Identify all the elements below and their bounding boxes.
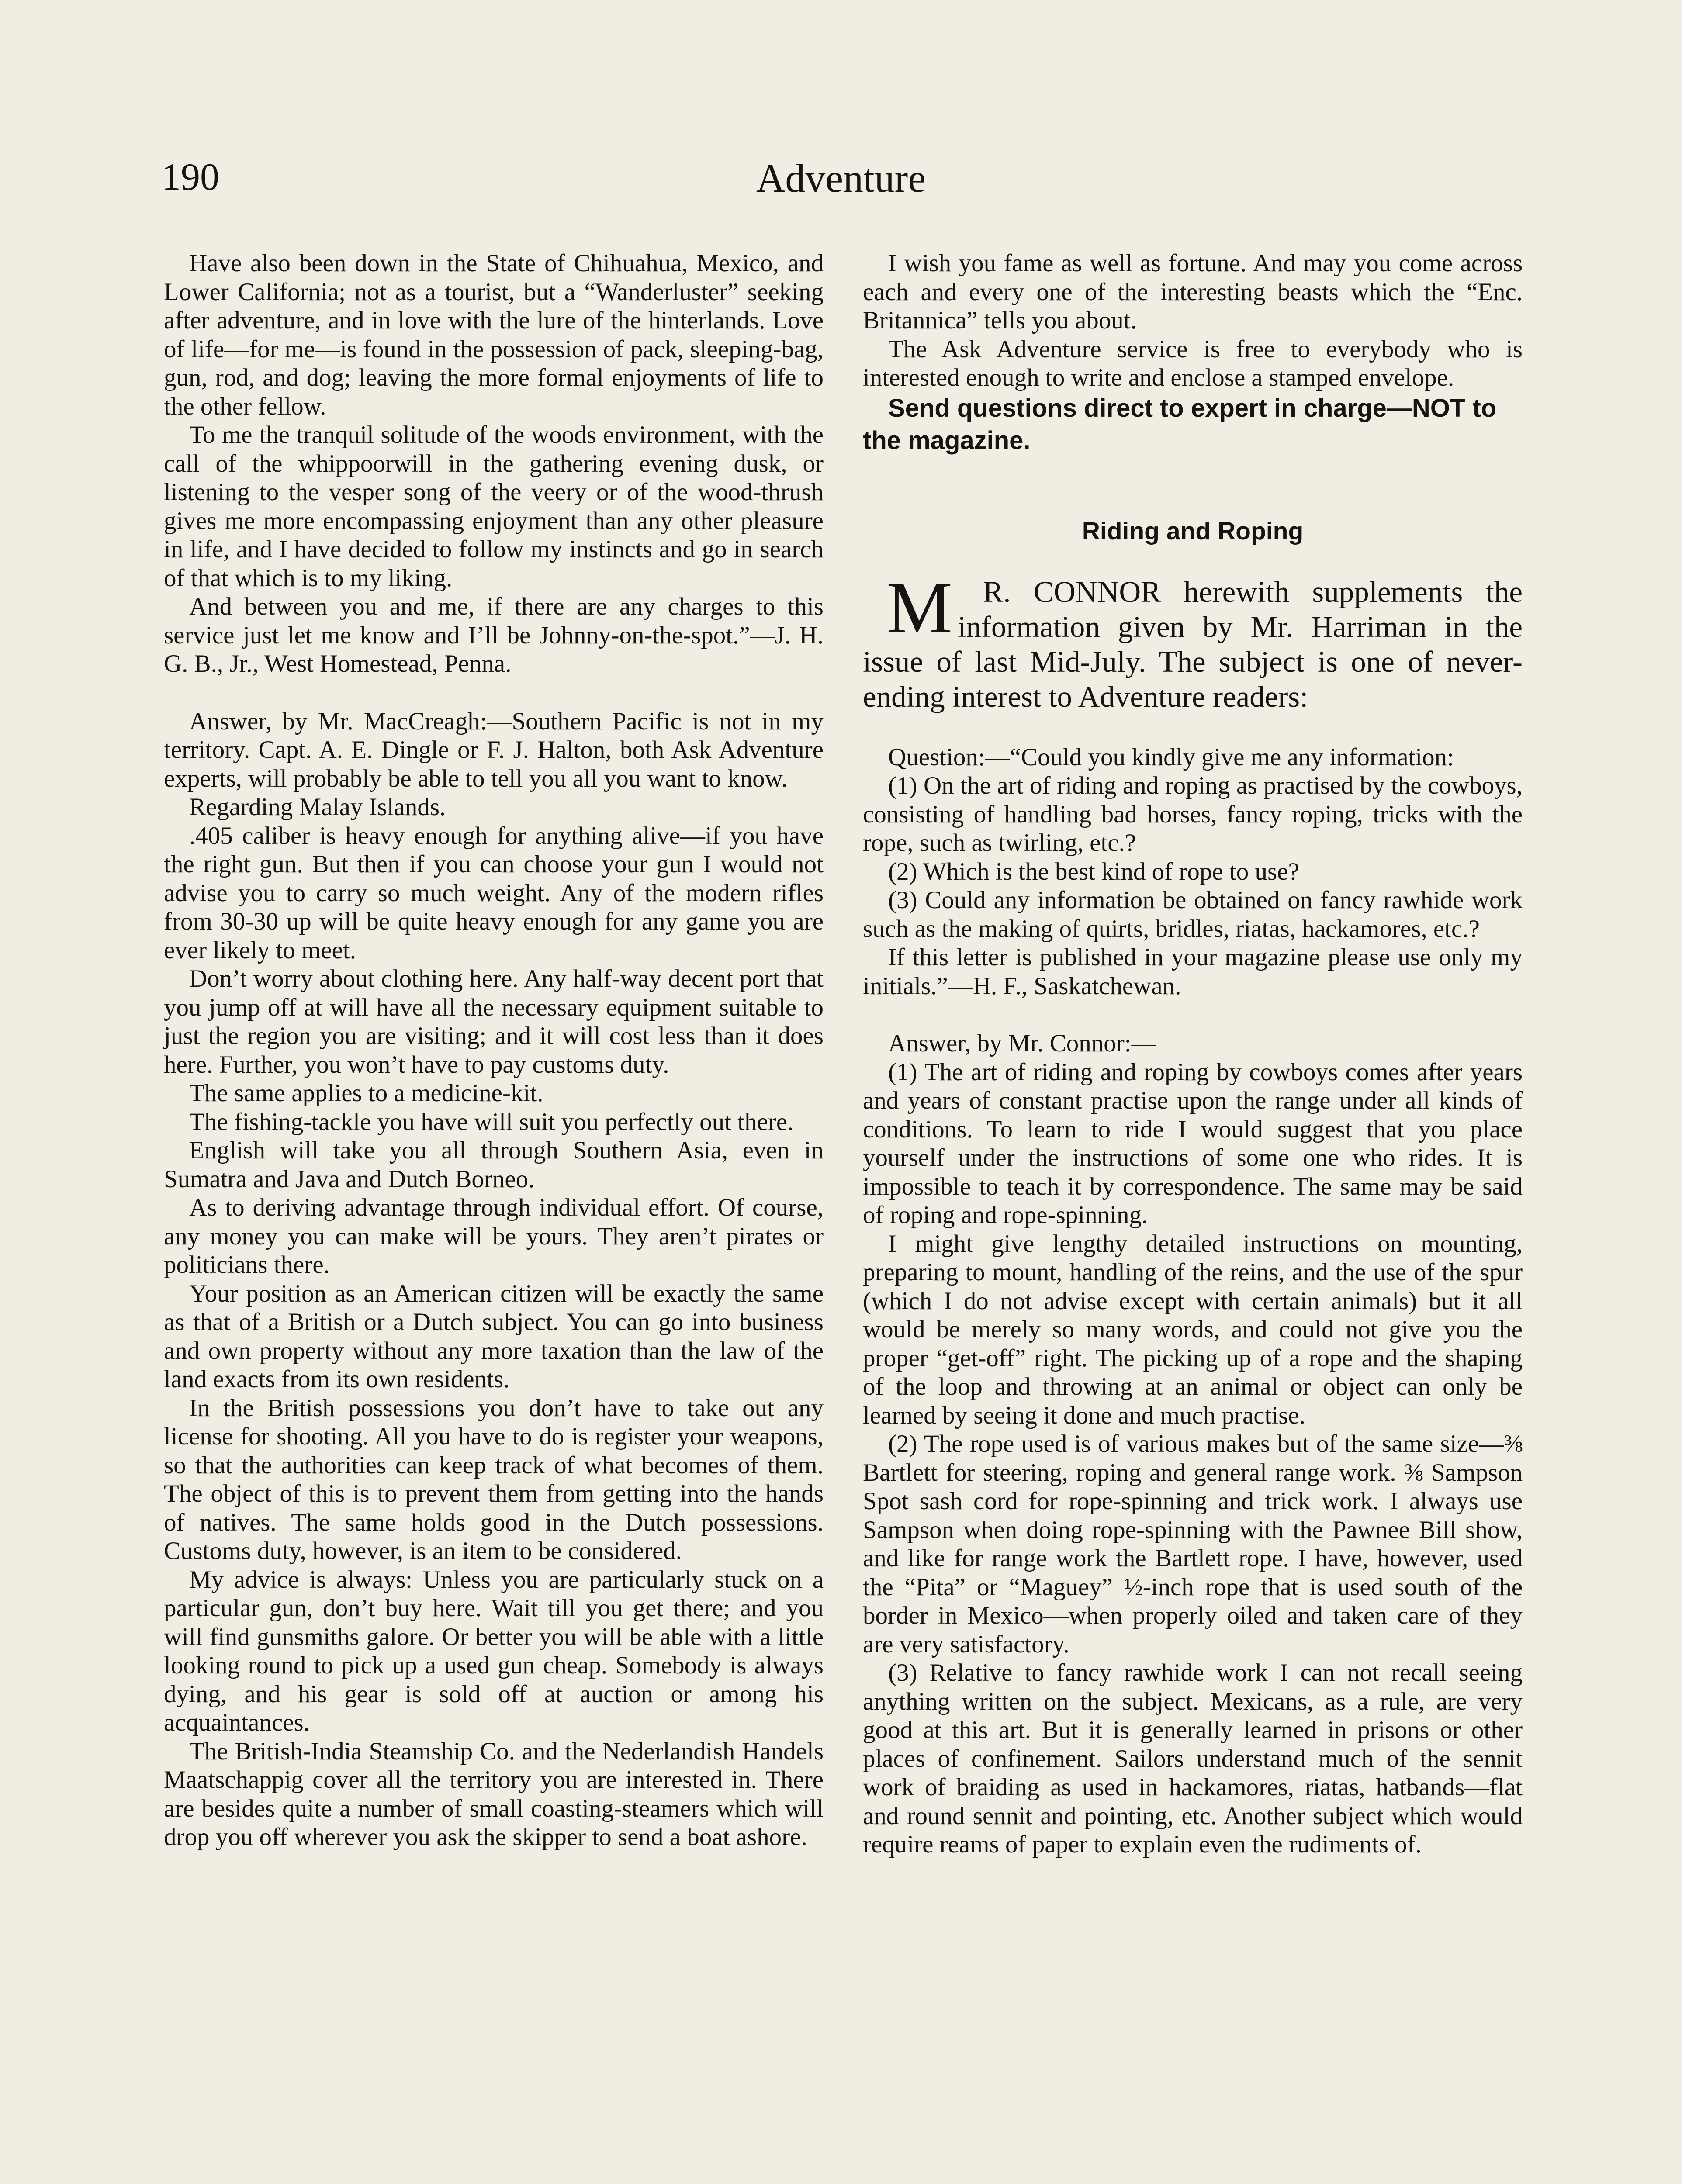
paragraph: I wish you fame as well as fortune. And may you come across each and every one of the interesting beasts which the “Enc. Britannica” tells you about. [863,249,1523,334]
paragraph: English will take you all through Southern Asia, even in Sumatra and Java and Dutch Borneo. [164,1137,824,1193]
paragraph: (3) Could any information be obtained on fancy rawhide work such as the making of quirts, bridles, riatas, hackamores, etc.? [863,886,1523,943]
paragraph: (1) On the art of riding and roping as practised by the cowboys, consisting of handling bad horses, fancy roping, tricks with the rope, such as twirling, etc.? [863,772,1523,857]
paragraph: The British-India Steamship Co. and the Nederlandish Handels Maatschappig cover all the territory you are interested in. There are besides quite a number of small coasting-steamers which will drop you off wherever you ask the skipper to send a boat ashore. [164,1737,824,1851]
paragraph: In the British possessions you don’t have to take out any license for shooting. All you have to do is register your weapons, so that the authorities can keep track of what becomes of them. The object of this is to prevent them from getting into the hands of natives. The same holds good in the Dutch possessions. Customs duty, however, is an item to be considered. [164,1394,824,1565]
right-column [863,249,1523,1859]
paragraph: Your position as an American citizen will be exactly the same as that of a British or a Dutch subject. You can go into business and own property without any more taxation than the law of the land exacts from its own residents. [164,1279,824,1393]
paragraph: The Ask Adventure service is free to everybody who is interested enough to write and enclose a stamped envelope. [863,335,1523,391]
paragraph: .405 caliber is heavy enough for anything alive—if you have the right gun. But then if you can choose your gun I would not advise you to carry so much weight. Any of the modern rifles from 30-30 up will be quite heavy enough for any game you are ever likely to meet. [164,822,824,964]
lead-text: R. CONNOR herewith supplements the information given by Mr. Harriman in the issue of last Mid-July. The subject is one of never-ending interest to Adventure readers: [863,575,1523,713]
signature-paragraph: And between you and me, if there are any charges to this service just let me know and I’ll be Johnny-on-the-spot.”—J. H. G. B., Jr., West Homestead, Penna. [164,593,824,677]
paragraph: (3) Relative to fancy rawhide work I can not recall seeing anything written on the subject. Mexicans, as a rule, are very good at this art. But it is generally learned in prisons or other places of confinement. Sailors understand much of the sennit work of braiding as used in hackamores, riatas, hatbands—flat and round sennit and pointing, etc. Another subject which would require reams of paper to explain even the rudiments of. [863,1659,1523,1858]
drop-cap: M [886,566,953,649]
lead-paragraph [863,566,1523,714]
paragraph: My advice is always: Unless you are particularly stuck on a particular gun, don’t buy here. Wait till you get there; and you will find gunsmiths galore. Or better you will be able with a little looking round to pick up a used gun cheap. Somebody is always dying, and his gear is sold off at auction or among his acquaintances. [164,1565,824,1736]
paragraph: Regarding Malay Islands. [189,793,446,821]
page-header [0,0,1682,210]
notice: Send questions direct to expert in charge—NOT to the magazine. [863,394,1497,455]
paragraph: (2) The rope used is of various makes but of the same size—⅜ Bartlett for steering, roping and general range work. ⅜ Sampson Spot sash cord for rope-spinning and trick work. I always use Sampson when doing rope-spinning with the Pawnee Bill show, and like for range work the Bartlett rope. I have, however, used the “Pita” or “Maguey” ½-inch rope that is used south of the border in Mexico—when properly oiled and taken care of they are very satisfactory. [863,1430,1523,1658]
answer-paragraph: Answer, by Mr. MacCreagh:—Southern Pacific is not in my territory. Capt. A. E. Dingle or F. J. Halton, both Ask Adventure experts, will probably be able to tell you all you want to know. [164,707,824,792]
paragraph: To me the tranquil solitude of the woods environment, with the call of the whippoorwill in the gathering evening dusk, or listening to the vesper song of the veery or of the wood-thrush gives me more encompassing enjoyment than any other pleasure in life, and I have decided to follow my instincts and go in search of that which is to my liking. [164,421,824,592]
answer-paragraph: Answer, by Mr. Connor:— [888,1030,1156,1057]
running-title: Adventure [756,156,926,200]
question-paragraph: Question:—“Could you kindly give me any information: [888,743,1454,771]
paragraph: The fishing-tackle you have will suit you perfectly out there. [189,1108,794,1136]
page-number: 190 [162,156,219,198]
paragraph: I might give lengthy detailed instructions on mounting, preparing to mount, handling of the reins, and the use of the spur (which I do not advise except with certain animals) but it all would be merely so many words, and could not give you the proper “get-off” right. The picking up of a rope and the shaping of the loop and throwing at an animal or object can only be learned by seeing it done and much practise. [863,1230,1523,1429]
paragraph: (1) The art of riding and roping by cowboys comes after years and years of constant practise upon the range under all kinds of conditions. To learn to ride I would suggest that you place yourself under the instructions of some one who rides. It is impossible to teach it by correspondence. The same may be said of roping and rope-spinning. [863,1058,1523,1229]
paragraph: Don’t worry about clothing here. Any half-way decent port that you jump off at will have all the necessary equipment suitable to just the region you are visiting; and it will cost less than it does here. Further, you won’t have to pay customs duty. [164,965,824,1078]
paragraph: As to deriving advantage through individual effort. Of course, any money you can make will be yours. They aren’t pirates or politicians there. [164,1194,824,1279]
left-column [164,249,824,1852]
section-title: Riding and Roping [1082,517,1304,545]
paragraph: (2) Which is the best kind of rope to use? [888,857,1299,885]
signature-paragraph: If this letter is published in your magazine please use only my initials.”—H. F., Saskatchewan. [863,943,1523,1000]
paragraph: The same applies to a medicine-kit. [189,1079,543,1107]
paragraph: Have also been down in the State of Chihuahua, Mexico, and Lower California; not as a tourist, but a “Wanderluster” seeking after adventure, and in love with the lure of the hinterlands. Love of life—for me—is found in the possession of pack, sleeping-bag, gun, rod, and dog; leaving the more formal enjoyments of life to the other fellow. [164,249,824,420]
